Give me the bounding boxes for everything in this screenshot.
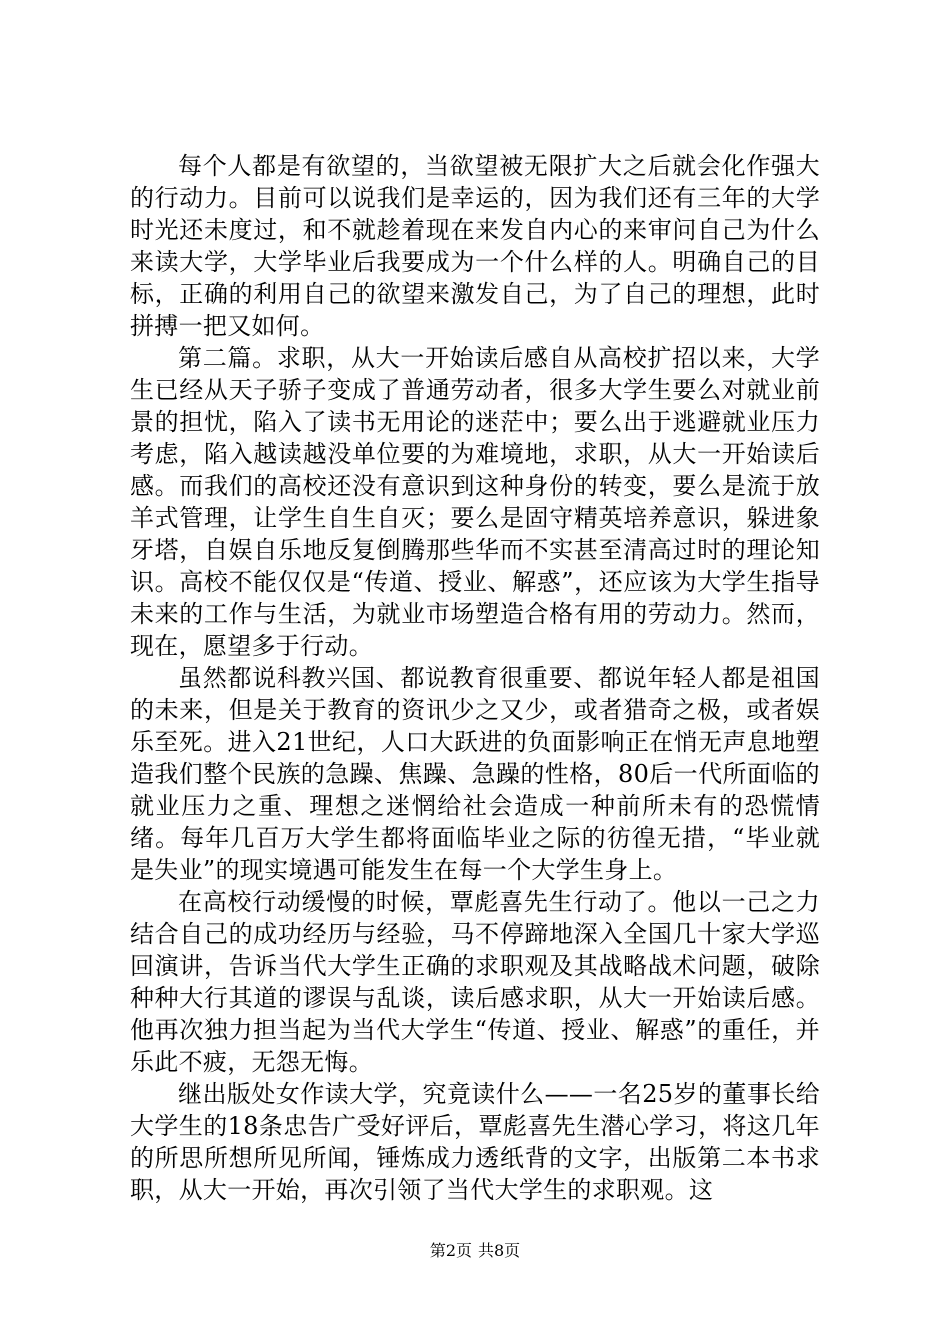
page-number: 第2页 <box>429 1241 472 1260</box>
paragraph-2: 第二篇。求职，从大一开始读后感自从高校扩招以来，大学生已经从天子骄子变成了普通劳动者，很多大学生要么对就业前景的担忧，陷入了读书无用论的迷茫中；要么出于逃避就业压力考虑，陷入越读越没单位要的为难境地，求职，从大一开始读后感。而我们的高校还没有意识到这种身份的转变，要么是流于放羊式管理，让学生自生自灭；要么是固守精英培养意识，躲进象牙塔，自娱自乐地反复倒腾那些华而不实甚至清高过时的理论知识。高校不能仅仅是“传道、授业、解惑”，还应该为大学生指导未来的工作与生活，为就业市场塑造合格有用的劳动力。然而，现在，愿望多于行动。 <box>130 344 820 660</box>
paragraph-4: 在高校行动缓慢的时候，覃彪喜先生行动了。他以一己之力结合自己的成功经历与经验，马不停蹄地深入全国几十家大学巡回演讲，告诉当代大学生正确的求职观及其战略战术问题，破除种种大行其道的谬误与乱谈，读后感求职，从大一开始读后感。他再次独力担当起为当代大学生“传道、授业、解惑”的重任，并乐此不疲，无怨无悔。 <box>130 888 820 1076</box>
page-total: 共8页 <box>478 1241 521 1260</box>
body-text <box>130 150 820 1206</box>
paragraph-3: 虽然都说科教兴国、都说教育很重要、都说年轻人都是祖国的未来，但是关于教育的资讯少之又少，或者猎奇之极，或者娱乐至死。进入21世纪，人口大跃进的负面影响正在悄无声息地塑造我们整个民族的急躁、焦躁、急躁的性格，80后一代所面临的就业压力之重、理想之迷惘给社会造成一种前所未有的恐慌情绪。每年几百万大学生都将面临毕业之际的彷徨无措，“毕业就是失业”的现实境遇可能发生在每一个大学生身上。 <box>130 664 820 884</box>
paragraph-1: 每个人都是有欲望的，当欲望被无限扩大之后就会化作强大的行动力。目前可以说我们是幸运的，因为我们还有三年的大学时光还未度过，和不就趁着现在来发自内心的来审问自己为什么来读大学，大学毕业后我要成为一个什么样的人。明确自己的目标，正确的利用自己的欲望来激发自己，为了自己的理想，此时拼搏一把又如何。 <box>130 152 820 340</box>
paragraph-5: 继出版处女作读大学，究竟读什么——一名25岁的董事长给大学生的18条忠告广受好评后，覃彪喜先生潜心学习，将这几年的所思所想所见所闻，锤炼成力透纸背的文字，出版第二本书求职，从大一开始，再次引领了当代大学生的求职观。这 <box>130 1080 820 1204</box>
page-footer <box>0 1241 950 1261</box>
